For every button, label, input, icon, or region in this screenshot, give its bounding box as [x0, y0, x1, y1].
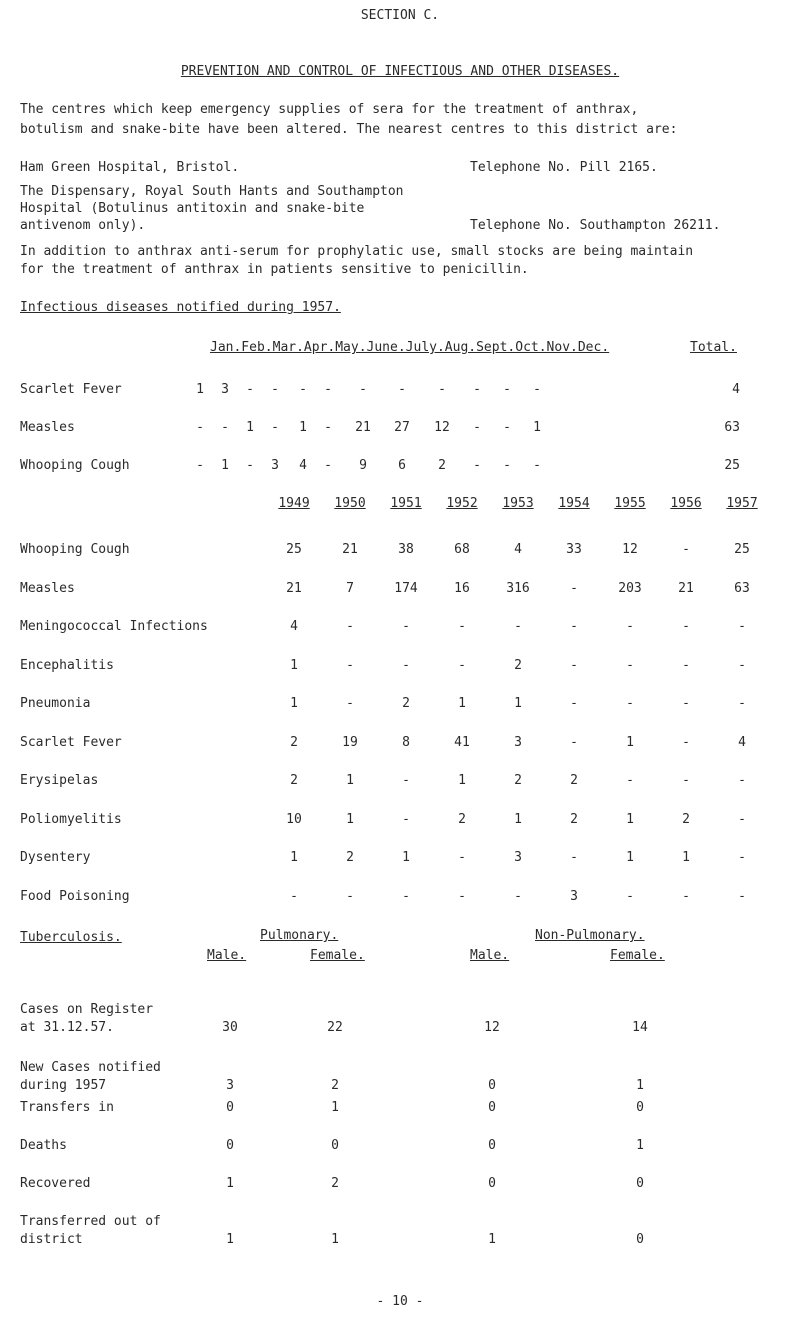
centre1-name: Ham Green Hospital, Bristol. [20, 160, 240, 175]
yearly-cell: 2 [402, 696, 410, 711]
yearly-cell: 1 [402, 850, 410, 865]
tb-cell: 12 [484, 1020, 500, 1035]
yearly-cell: - [738, 658, 746, 673]
yearly-disease-label: Scarlet Fever [20, 735, 122, 750]
tb-cell: 0 [636, 1232, 644, 1247]
yearly-cell: 68 [454, 542, 470, 557]
yearly-year-header: 1956 [670, 496, 702, 511]
tb-row-label: Deaths [20, 1138, 67, 1153]
tb-cell: 0 [488, 1176, 496, 1191]
tb-non-pulmonary-heading: Non-Pulmonary. [535, 928, 645, 943]
yearly-cell: - [346, 619, 354, 634]
notified-heading: Infectious diseases notified during 1957. [20, 300, 341, 315]
monthly-header: Jan.Feb.Mar.Apr.May.June.July.Aug.Sept.Oct.Nov.Dec. [210, 340, 610, 355]
yearly-year-header: 1953 [502, 496, 534, 511]
tb-col-female-2: Female. [610, 948, 665, 963]
tb-cell: 1 [226, 1232, 234, 1247]
yearly-cell: 1 [290, 696, 298, 711]
tb-cell: 2 [331, 1078, 339, 1093]
yearly-cell: 1 [458, 696, 466, 711]
yearly-cell: - [626, 696, 634, 711]
yearly-cell: 203 [618, 581, 642, 596]
yearly-cell: 25 [286, 542, 302, 557]
tb-cell: 0 [636, 1100, 644, 1115]
yearly-cell: 1 [290, 850, 298, 865]
yearly-cell: - [458, 850, 466, 865]
yearly-year-header: 1949 [278, 496, 310, 511]
yearly-cell: - [626, 619, 634, 634]
monthly-cell: - [473, 420, 481, 435]
yearly-cell: 4 [290, 619, 298, 634]
yearly-cell: - [626, 889, 634, 904]
yearly-year-header: 1954 [558, 496, 590, 511]
tb-cell: 0 [488, 1078, 496, 1093]
page-heading: PREVENTION AND CONTROL OF INFECTIOUS AND OTHER DISEASES. [180, 64, 620, 79]
monthly-cell: - [503, 458, 511, 473]
monthly-cell: 1 [246, 420, 254, 435]
yearly-cell: - [626, 773, 634, 788]
page-number: - 10 - [376, 1294, 424, 1309]
yearly-cell: - [738, 619, 746, 634]
monthly-cell: - [246, 458, 254, 473]
tb-cell: 14 [632, 1020, 648, 1035]
monthly-cell: - [359, 382, 367, 397]
yearly-cell: - [402, 773, 410, 788]
monthly-disease-label: Whooping Cough [20, 458, 130, 473]
monthly-cell: 1 [221, 458, 229, 473]
section-title: SECTION C. [360, 8, 440, 23]
yearly-cell: 41 [454, 735, 470, 750]
yearly-cell: - [402, 658, 410, 673]
tb-cell: 0 [226, 1138, 234, 1153]
yearly-cell: 16 [454, 581, 470, 596]
yearly-cell: 1 [626, 735, 634, 750]
yearly-cell: - [570, 696, 578, 711]
yearly-cell: - [682, 773, 690, 788]
monthly-cell: 4 [299, 458, 307, 473]
intro-line-2: botulism and snake-bite have been altered. The nearest centres to this district are: [20, 122, 678, 137]
monthly-cell: 21 [355, 420, 371, 435]
tb-cell: 0 [488, 1100, 496, 1115]
tb-cell: 0 [488, 1138, 496, 1153]
yearly-cell: 1 [514, 812, 522, 827]
tb-cell: 1 [636, 1078, 644, 1093]
tb-row-label: at 31.12.57. [20, 1020, 114, 1035]
yearly-year-header: 1950 [334, 496, 366, 511]
tb-row-label: district [20, 1232, 83, 1247]
yearly-disease-label: Meningococcal Infections [20, 619, 208, 634]
monthly-disease-label: Measles [20, 420, 75, 435]
yearly-cell: - [570, 850, 578, 865]
monthly-cell: - [196, 420, 204, 435]
yearly-cell: - [346, 696, 354, 711]
yearly-cell: 316 [506, 581, 530, 596]
yearly-cell: - [514, 889, 522, 904]
addition-line-2: for the treatment of anthrax in patients sensitive to penicillin. [20, 262, 529, 277]
yearly-cell: 33 [566, 542, 582, 557]
tb-title: Tuberculosis. [20, 930, 122, 945]
monthly-cell: - [473, 458, 481, 473]
tb-pulmonary-heading: Pulmonary. [260, 928, 339, 943]
yearly-disease-label: Measles [20, 581, 75, 596]
yearly-cell: - [682, 735, 690, 750]
tb-cell: 1 [331, 1232, 339, 1247]
yearly-cell: - [738, 812, 746, 827]
yearly-cell: - [738, 696, 746, 711]
monthly-cell: - [196, 458, 204, 473]
tb-row-label: Cases on Register [20, 1002, 154, 1017]
yearly-cell: 1 [626, 850, 634, 865]
monthly-cell: 3 [221, 382, 229, 397]
yearly-cell: 2 [570, 773, 578, 788]
monthly-cell: - [299, 382, 307, 397]
monthly-cell: 2 [438, 458, 446, 473]
tb-cell: 0 [636, 1176, 644, 1191]
monthly-total-cell: 4 [732, 382, 740, 397]
yearly-year-header: 1957 [726, 496, 758, 511]
yearly-cell: - [346, 658, 354, 673]
yearly-cell: - [570, 658, 578, 673]
yearly-cell: 2 [346, 850, 354, 865]
yearly-cell: 21 [678, 581, 694, 596]
tb-row-label: during 1957 [20, 1078, 107, 1093]
yearly-cell: 2 [514, 773, 522, 788]
yearly-cell: - [682, 542, 690, 557]
yearly-cell: 21 [286, 581, 302, 596]
monthly-cell: 1 [299, 420, 307, 435]
yearly-cell: 10 [286, 812, 302, 827]
yearly-cell: 8 [402, 735, 410, 750]
yearly-cell: 7 [346, 581, 354, 596]
yearly-cell: 4 [514, 542, 522, 557]
yearly-disease-label: Poliomyelitis [20, 812, 122, 827]
monthly-total-cell: 63 [724, 420, 740, 435]
yearly-cell: - [458, 619, 466, 634]
centre1-phone: Telephone No. Pill 2165. [470, 160, 658, 175]
yearly-cell: - [682, 619, 690, 634]
yearly-cell: 2 [290, 773, 298, 788]
monthly-cell: - [533, 382, 541, 397]
yearly-cell: 25 [734, 542, 750, 557]
yearly-cell: - [738, 889, 746, 904]
tb-cell: 3 [226, 1078, 234, 1093]
yearly-disease-label: Encephalitis [20, 658, 114, 673]
tb-col-male-2: Male. [470, 948, 510, 963]
monthly-cell: - [324, 458, 332, 473]
monthly-total-header: Total. [690, 340, 737, 355]
yearly-cell: 2 [570, 812, 578, 827]
monthly-total-cell: 25 [724, 458, 740, 473]
yearly-cell: 3 [514, 735, 522, 750]
yearly-cell: 174 [394, 581, 418, 596]
yearly-cell: - [626, 658, 634, 673]
yearly-cell: 3 [514, 850, 522, 865]
yearly-year-header: 1952 [446, 496, 478, 511]
yearly-disease-label: Erysipelas [20, 773, 99, 788]
yearly-cell: - [738, 850, 746, 865]
yearly-cell: - [458, 658, 466, 673]
monthly-cell: - [533, 458, 541, 473]
yearly-cell: - [290, 889, 298, 904]
yearly-disease-label: Food Poisoning [20, 889, 130, 904]
yearly-cell: 1 [514, 696, 522, 711]
tb-row-label: Transfers in [20, 1100, 114, 1115]
yearly-cell: 63 [734, 581, 750, 596]
tb-row-label: Recovered [20, 1176, 91, 1191]
tb-col-male-1: Male. [207, 948, 247, 963]
monthly-cell: - [246, 382, 254, 397]
centre2-phone: Telephone No. Southampton 26211. [470, 218, 721, 233]
yearly-cell: 19 [342, 735, 358, 750]
tb-cell: 0 [331, 1138, 339, 1153]
monthly-cell: - [324, 420, 332, 435]
tb-cell: 2 [331, 1176, 339, 1191]
yearly-cell: 1 [346, 812, 354, 827]
monthly-cell: 9 [359, 458, 367, 473]
monthly-cell: 1 [533, 420, 541, 435]
yearly-cell: - [458, 889, 466, 904]
monthly-cell: 12 [434, 420, 450, 435]
yearly-cell: 1 [290, 658, 298, 673]
tb-cell: 0 [226, 1100, 234, 1115]
yearly-cell: 4 [738, 735, 746, 750]
yearly-cell: - [570, 619, 578, 634]
monthly-cell: - [473, 382, 481, 397]
monthly-cell: 1 [196, 382, 204, 397]
yearly-cell: 1 [458, 773, 466, 788]
yearly-disease-label: Dysentery [20, 850, 91, 865]
tb-cell: 1 [636, 1138, 644, 1153]
yearly-cell: 12 [622, 542, 638, 557]
yearly-cell: - [682, 658, 690, 673]
yearly-cell: - [402, 619, 410, 634]
yearly-cell: - [738, 773, 746, 788]
yearly-cell: 2 [458, 812, 466, 827]
yearly-cell: 2 [290, 735, 298, 750]
yearly-cell: 2 [514, 658, 522, 673]
centre2-line-2: Hospital (Botulinus antitoxin and snake-bite [20, 201, 365, 216]
centre2-line-3: antivenom only). [20, 218, 146, 233]
tb-cell: 1 [331, 1100, 339, 1115]
tb-cell: 1 [488, 1232, 496, 1247]
yearly-cell: 1 [682, 850, 690, 865]
tb-cell: 1 [226, 1176, 234, 1191]
yearly-cell: 2 [682, 812, 690, 827]
addition-line-1: In addition to anthrax anti-serum for prophylatic use, small stocks are being maintain [20, 244, 694, 259]
tb-cell: 22 [327, 1020, 343, 1035]
monthly-cell: 27 [394, 420, 410, 435]
yearly-cell: 1 [346, 773, 354, 788]
yearly-cell: - [514, 619, 522, 634]
yearly-cell: 3 [570, 889, 578, 904]
tb-row-label: Transferred out of [20, 1214, 161, 1229]
yearly-disease-label: Whooping Cough [20, 542, 130, 557]
monthly-cell: - [398, 382, 406, 397]
monthly-cell: - [221, 420, 229, 435]
yearly-cell: - [682, 889, 690, 904]
centre2-line-1: The Dispensary, Royal South Hants and Southampton [20, 184, 404, 199]
monthly-cell: - [271, 420, 279, 435]
yearly-cell: - [682, 696, 690, 711]
tb-cell: 30 [222, 1020, 238, 1035]
yearly-cell: - [402, 889, 410, 904]
monthly-cell: - [503, 420, 511, 435]
tb-col-female-1: Female. [310, 948, 365, 963]
monthly-disease-label: Scarlet Fever [20, 382, 122, 397]
yearly-cell: - [402, 812, 410, 827]
monthly-cell: - [324, 382, 332, 397]
monthly-cell: - [503, 382, 511, 397]
monthly-cell: 6 [398, 458, 406, 473]
tb-row-label: New Cases notified [20, 1060, 161, 1075]
yearly-disease-label: Pneumonia [20, 696, 91, 711]
yearly-cell: - [570, 735, 578, 750]
monthly-cell: 3 [271, 458, 279, 473]
yearly-year-header: 1951 [390, 496, 422, 511]
monthly-cell: - [271, 382, 279, 397]
monthly-cell: - [438, 382, 446, 397]
intro-line-1: The centres which keep emergency supplies of sera for the treatment of anthrax, [20, 102, 639, 117]
yearly-cell: - [346, 889, 354, 904]
yearly-cell: 1 [626, 812, 634, 827]
yearly-cell: - [570, 581, 578, 596]
yearly-cell: 21 [342, 542, 358, 557]
yearly-year-header: 1955 [614, 496, 646, 511]
yearly-cell: 38 [398, 542, 414, 557]
